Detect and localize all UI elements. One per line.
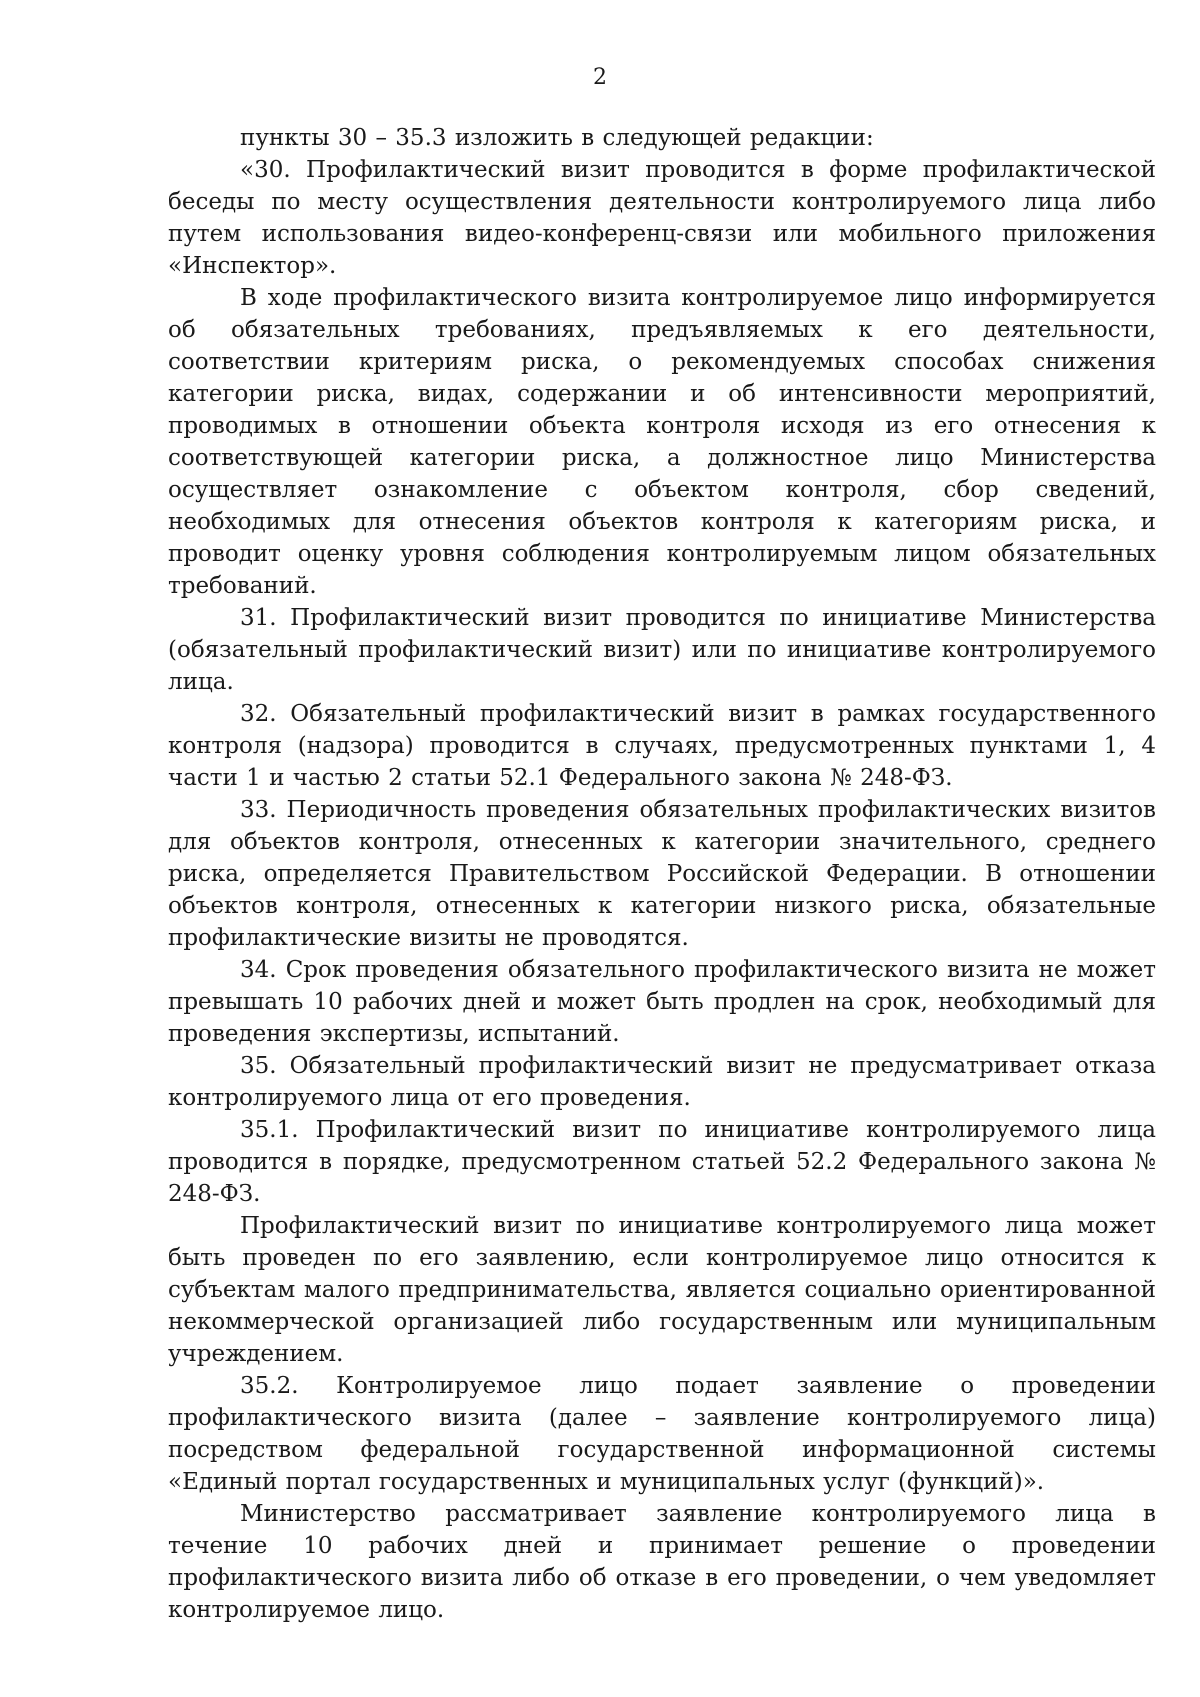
paragraph-32: 32. Обязательный профилактический визит в рамках государственного контроля (надзора) проводится в случаях, предусмотренных пунктами 1, 4 части 1 и частью 2 статьи 52.1 Федерального закона № 248-ФЗ. (168, 701, 1156, 791)
paragraph-35: 35. Обязательный профилактический визит не предусматривает отказа контролируемого лица от его проведения. (168, 1053, 1156, 1111)
paragraph-31: 31. Профилактический визит проводится по инициативе Министерства (обязательный профилактический визит) или по инициативе контролируемого лица. (168, 605, 1156, 695)
paragraph-35-1-details: Профилактический визит по инициативе контролируемого лица может быть проведен по его заявлению, если контролируемое лицо относится к субъектам малого предпринимательства, является социально ориентированной некоммерческой организацией либо государственным или муниципальным учреждением. (168, 1213, 1156, 1367)
paragraph-35-1: 35.1. Профилактический визит по инициативе контролируемого лица проводится в порядке, предусмотренном статьей 52.2 Федерального закона № 248-ФЗ. (168, 1117, 1156, 1207)
paragraph-34: 34. Срок проведения обязательного профилактического визита не может превышать 10 рабочих дней и может быть продлен на срок, необходимый для проведения экспертизы, испытаний. (168, 957, 1156, 1047)
paragraph-33: 33. Периодичность проведения обязательных профилактических визитов для объектов контроля, отнесенных к категории значительного, среднего риска, определяется Правительством Российской Федерации. В отношении объектов контроля, отнесенных к категории низкого риска, обязательные профилактические визиты не проводятся. (168, 797, 1156, 951)
paragraph-30: «30. Профилактический визит проводится в форме профилактической беседы по месту осуществления деятельности контролируемого лица либо путем использования видео-конференц-связи или мобильного приложения «Инспектор». (168, 157, 1156, 279)
paragraph-35-2: 35.2. Контролируемое лицо подает заявление о проведении профилактического визита (далее – заявление контролируемого лица) посредством федеральной государственной информационной системы «Единый портал государственных и муниципальных услуг (функций)». (168, 1373, 1156, 1495)
page-number: 2 (593, 65, 607, 90)
document-body (168, 122, 1156, 1626)
paragraph-30-details: В ходе профилактического визита контролируемое лицо информируется об обязательных требованиях, предъявляемых к его деятельности, соответствии критериям риска, о рекомендуемых способах снижения категории риска, видах, содержании и об интенсивности мероприятий, проводимых в отношении объекта контроля исходя из его отнесения к соответствующей категории риска, а должностное лицо Министерства осуществляет ознакомление с объектом контроля, сбор сведений, необходимых для отнесения объектов контроля к категориям риска, и проводит оценку уровня соблюдения контролируемым лицом обязательных требований. (168, 285, 1156, 599)
paragraph-35-2-details: Министерство рассматривает заявление контролируемого лица в течение 10 рабочих дней и принимает решение о проведении профилактического визита либо об отказе в его проведении, о чем уведомляет контролируемое лицо. (168, 1501, 1156, 1623)
paragraph-intro: пункты 30 – 35.3 изложить в следующей редакции: (240, 125, 874, 151)
